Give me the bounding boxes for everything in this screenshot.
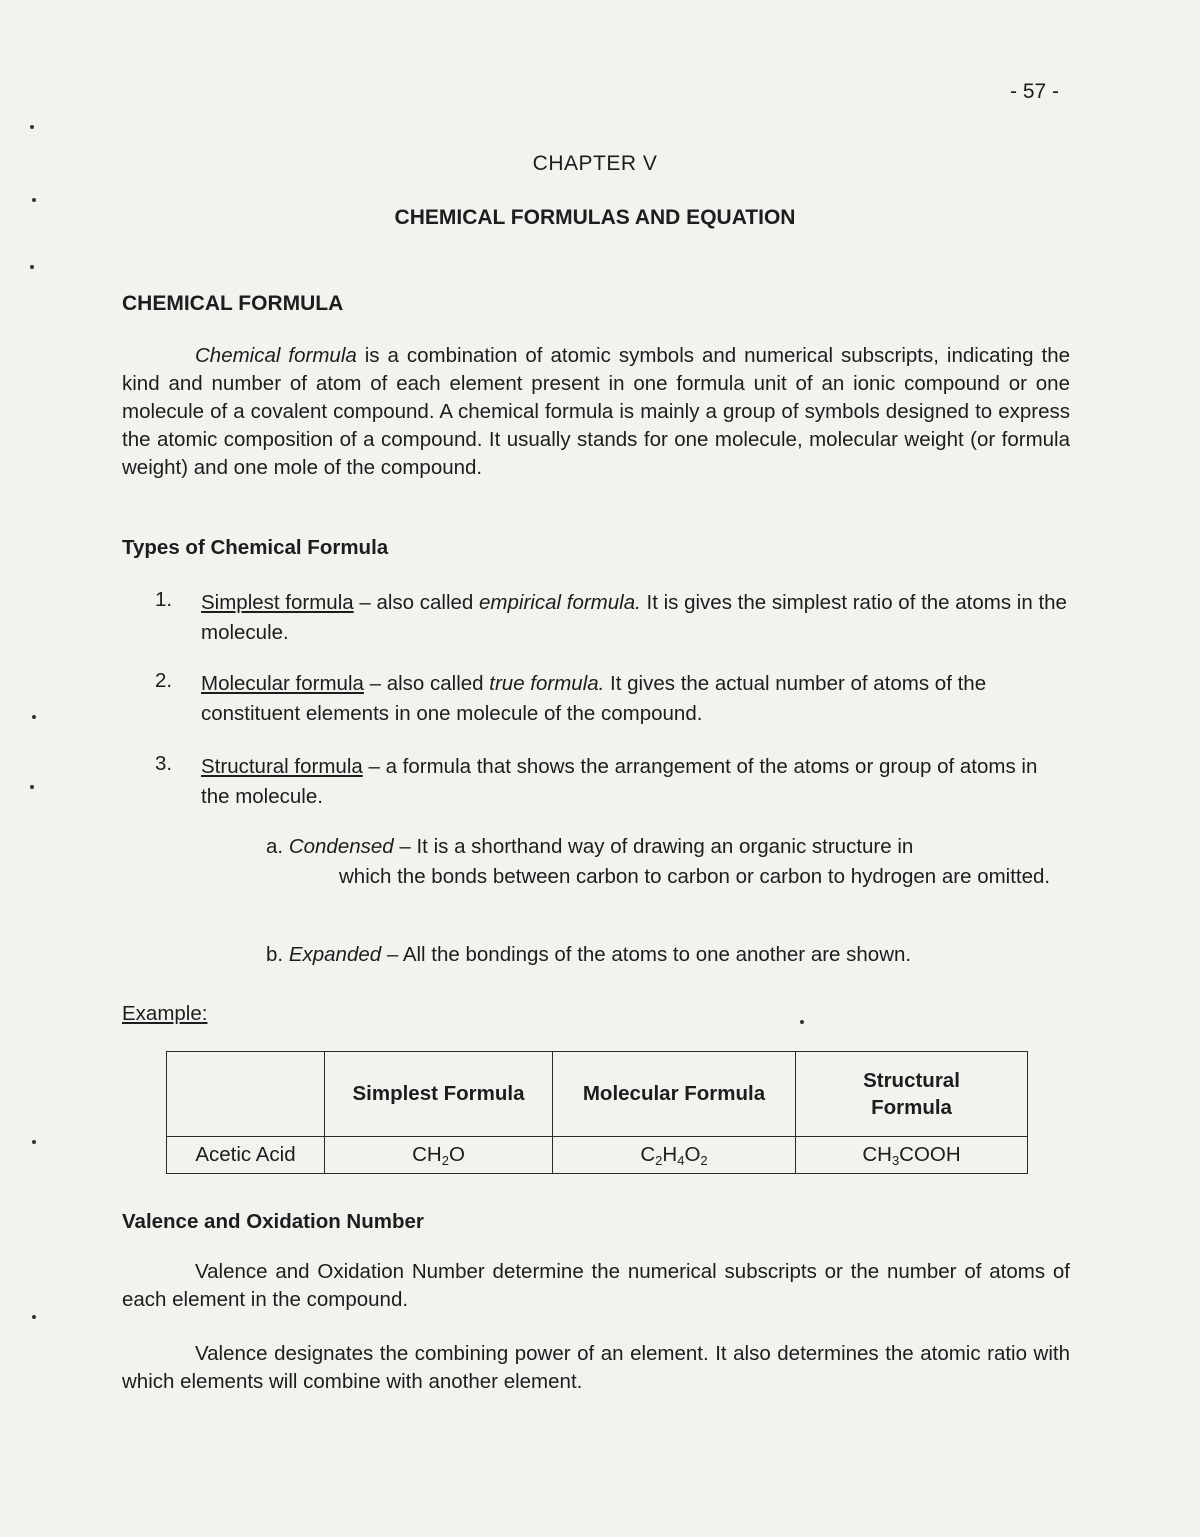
list-item-number: 1.: [155, 588, 173, 611]
list-text: – also called: [363, 672, 490, 695]
list-text: It gives the actual number of atoms of the constituent elements in one molecule of the compound.: [201, 672, 987, 725]
term: Structural formula: [201, 755, 363, 778]
header-text: Structural Formula: [863, 1069, 960, 1119]
table-header: [796, 1052, 1028, 1137]
formula-table: [166, 1051, 1028, 1174]
table-row: [167, 1137, 1028, 1174]
scan-speck: [32, 1140, 36, 1144]
list-item-number: 2.: [155, 669, 173, 692]
table-header: Molecular Formula: [553, 1052, 796, 1137]
list-text: – a formula that shows the arrangement of the atoms or group of atoms in the molecule.: [201, 755, 1038, 808]
sub-term: Expanded: [288, 943, 382, 966]
sub-letter: a.: [266, 835, 284, 858]
table-cell-simplest: $CH_2O$: [325, 1137, 553, 1174]
list-item-molecular: [201, 669, 1070, 729]
sub-term: Condensed: [288, 835, 394, 858]
intro-paragraph: [122, 342, 1070, 482]
section-heading: CHEMICAL FORMULA: [122, 292, 344, 315]
table-header: Simplest Formula: [325, 1052, 553, 1137]
emphasis: true formula.: [489, 672, 605, 695]
page-number: - 57 -: [1010, 80, 1060, 103]
list-item-simplest: [201, 588, 1070, 648]
table-cell-name: Acetic Acid: [167, 1137, 325, 1174]
valence-paragraph-2: Valence designates the combining power of an element. It also determines the atomic ratio with which elements will combine with another element.: [122, 1342, 1070, 1393]
scan-speck: [32, 198, 36, 202]
chapter-label: CHAPTER V: [532, 152, 658, 175]
sub-item-condensed: [266, 832, 1066, 892]
intro-term: Chemical formula: [195, 344, 357, 367]
list-text: – also called: [353, 591, 480, 614]
types-heading: Types of Chemical Formula: [122, 536, 389, 559]
list-item-number: 3.: [155, 752, 173, 775]
table-header: [167, 1052, 325, 1137]
term: Simplest formula: [201, 591, 354, 614]
list-item-structural: [201, 752, 1070, 812]
scan-speck: [30, 125, 34, 129]
scan-speck: [32, 1315, 36, 1319]
sub-item-expanded: [266, 940, 911, 970]
page-title: CHEMICAL FORMULAS AND EQUATION: [394, 206, 796, 229]
scan-speck: [30, 265, 34, 269]
scan-speck: [32, 715, 36, 719]
table-cell-structural: $CH_3COOH$: [796, 1137, 1028, 1174]
term: Molecular formula: [201, 672, 364, 695]
sub-text: – It is a shorthand way of drawing an organic structure in: [393, 835, 914, 858]
table-cell-molecular: $C_2H_4O_2$: [553, 1137, 796, 1174]
intro-text: is a combination of atomic symbols and numerical subscripts, indicating the kind and number of atom of each element present in one formula unit of an ionic compound or one molecule of a covalent compound. A chemical formula is mainly a group of symbols designed to express the atomic composition of a compound. It usually stands for one molecule, molecular weight (or formula weight) and one mole of the compound.: [122, 344, 1071, 479]
scan-speck: [800, 1020, 804, 1024]
example-label: Example:: [122, 1002, 208, 1025]
scan-speck: [30, 785, 34, 789]
list-text: It is gives the simplest ratio of the atoms in the molecule.: [201, 591, 1067, 644]
table-header-row: [167, 1052, 1028, 1137]
sub-text: – All the bondings of the atoms to one another are shown.: [381, 943, 912, 966]
sub-text-continued: which the bonds between carbon to carbon or carbon to hydrogen are omitted.: [339, 865, 1051, 888]
valence-paragraph-1: Valence and Oxidation Number determine the numerical subscripts or the number of atoms of each element in the compound.: [122, 1260, 1070, 1311]
sub-letter: b.: [266, 943, 284, 966]
emphasis: empirical formula.: [479, 591, 641, 614]
valence-heading: Valence and Oxidation Number: [122, 1210, 424, 1233]
